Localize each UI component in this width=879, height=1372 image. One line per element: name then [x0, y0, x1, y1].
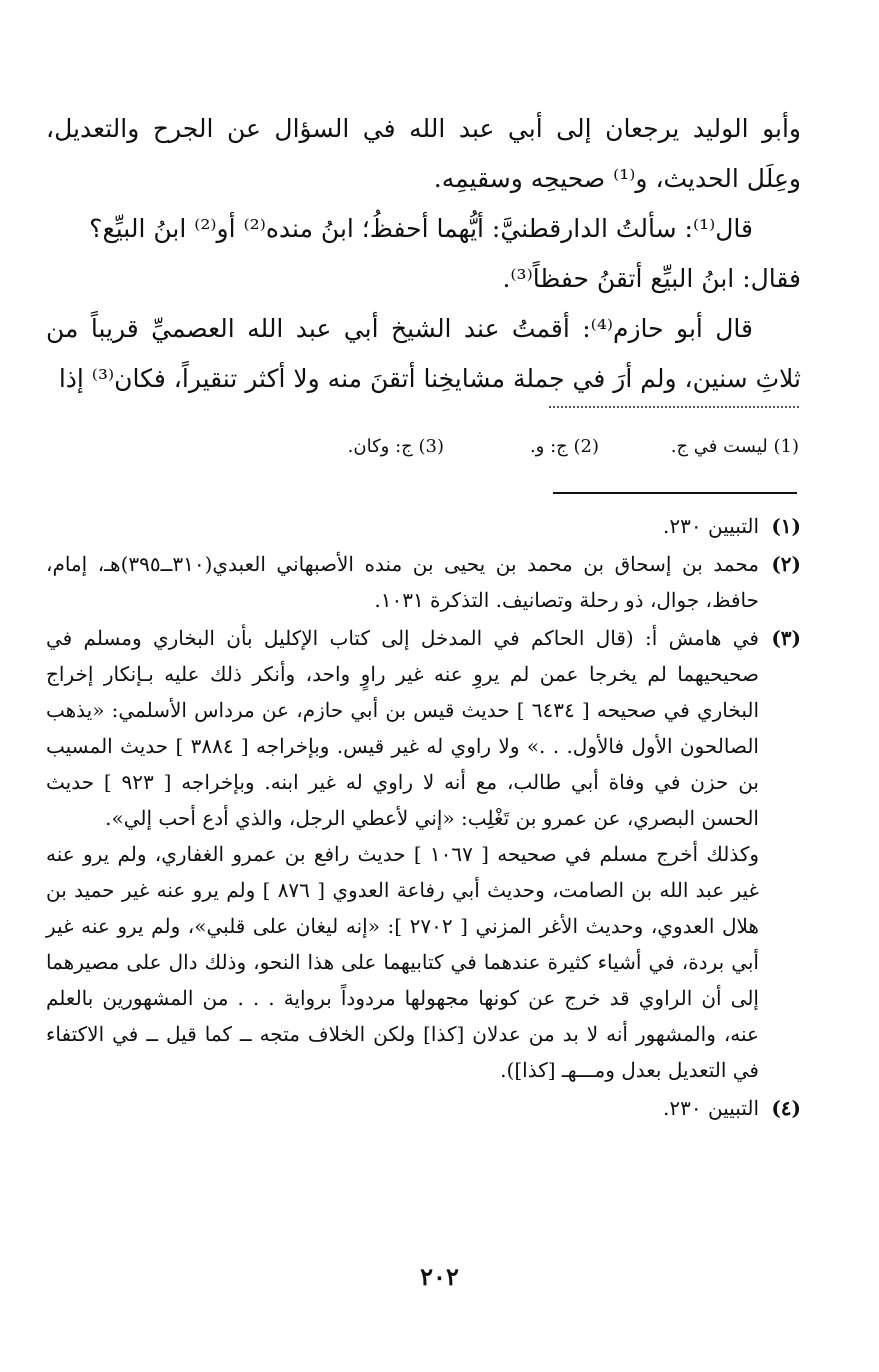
- footnotes: [46, 508, 801, 1128]
- main-paragraph-3: فقال: ابنُ البيِّع أتقنُ حفظاً⁽³⁾.: [502, 264, 801, 293]
- dotted-divider: [549, 406, 799, 408]
- footnote-text: التبيين ٢٣٠.: [663, 1096, 759, 1120]
- variant-note-3: (3) ج: وكان.: [347, 436, 444, 457]
- variant-note-2: (2) ج: و.: [529, 436, 599, 457]
- main-paragraph-2: قال⁽¹⁾: سألتُ الدارقطنيَّ: أيُّهما أحفظُ؛ ابنُ منده⁽²⁾ أو⁽²⁾ ابنُ البيِّع؟: [89, 214, 753, 243]
- footnote-body: [46, 1090, 759, 1126]
- footnote-4: [46, 1090, 801, 1126]
- page-number: ٢٠٢: [420, 1262, 459, 1291]
- manuscript-variants: [239, 436, 799, 466]
- footnote-text: محمد بن إسحاق بن محمد بن يحيى بن منده الأصبهاني العبدي(٣١٠ــ٣٩٥)هـ، إمام، حافظ، جوال، ذو رحلة وتصانيف. التذكرة ١٠٣١.: [46, 552, 759, 612]
- footnote-body: [46, 620, 759, 1088]
- footnote-3: [46, 620, 801, 1088]
- footnote-text: في هامش أ: (قال الحاكم في المدخل إلى كتاب الإكليل بأن البخاري ومسلم في صحيحيهما لم يخرجا عمن لم يروِ عنه غير راوٍ واحد، وأنكر ذلك عليه بـإنكار إخراج البخاري في صحيحه [ ٦٤٣٤ ] حديث قيس بن أبي حازم، عن مرداس الأسلمي: «يذهب الصالحون الأول فالأول. . .» ولا راوي له غير قيس. وبإخراجه [ ٣٨٨٤ ] حديث المسيب بن حزن في وفاة أبي طالب، مع أنه لا راوي له غير ابنه. وبإخراجه [ ٩٢٣ ] حديث الحسن البصري، عن عمرو بن تَغْلِب: «إني لأعطي الرجل، والذي أدع أحب إلي».: [46, 626, 760, 830]
- footnote-number: (٤): [771, 1096, 801, 1120]
- footnote-text: وكذلك أخرج مسلم في صحيحه [ ١٠٦٧ ] حديث رافع بن عمرو الغفاري، ولم يرو عنه غير عبد الله بن الصامت، وحديث أبي رفاعة العدوي [ ٨٧٦ ] ولم يرو عنه غير حميد بن هلال العدوي، وحديث الأغر المزني [ ٢٧٠٢ ]: «إنه ليغان على قلبي»، ولم يرو عنه غير أبي بردة، في أشياء كثيرة عندهما في كتابيهما على هذا النحو، وذلك دال على مصيرهما إلى أن الراوي قد خرج عن كونها مجهولها مردوداً برواية . . . من المشهورين بالعلم عنه، والمشهور أنه لا بد من عدلان [كذا] ولكن الخلاف متجه ــ كما قيل ــ في الاكتفاء في التعديل بعدل ومـــهـ [كذا]).: [46, 842, 760, 1082]
- main-paragraph-4: قال أبو حازم⁽⁴⁾: أقمتُ عند الشيخ أبي عبد الله العصميِّ قريباً من ثلاثِ سنين، ولم أرَ في جملة مشايخِنا أتقنَ منه ولا أكثر تنقيراً، فكان⁽³⁾ إذا: [46, 314, 801, 393]
- variant-note-1: (1) ليست في ج.: [670, 436, 799, 457]
- footnote-text: التبيين ٢٣٠.: [663, 514, 759, 538]
- footnote-number: (٣): [771, 626, 801, 650]
- footnote-number: (١): [771, 514, 801, 538]
- footnote-1: [46, 508, 801, 544]
- footnote-body: [46, 508, 759, 544]
- footnote-separator: [553, 492, 797, 494]
- footnote-number: (٢): [771, 552, 801, 576]
- footnote-body: [46, 546, 759, 618]
- main-paragraph-1: وأبو الوليد يرجعان إلى أبي عبد الله في السؤال عن الجرح والتعديل، وعِلَل الحديث، و⁽¹⁾ صحيحِه وسقيمِه.: [46, 114, 801, 193]
- footnote-2: [46, 546, 801, 618]
- main-text: [46, 104, 801, 404]
